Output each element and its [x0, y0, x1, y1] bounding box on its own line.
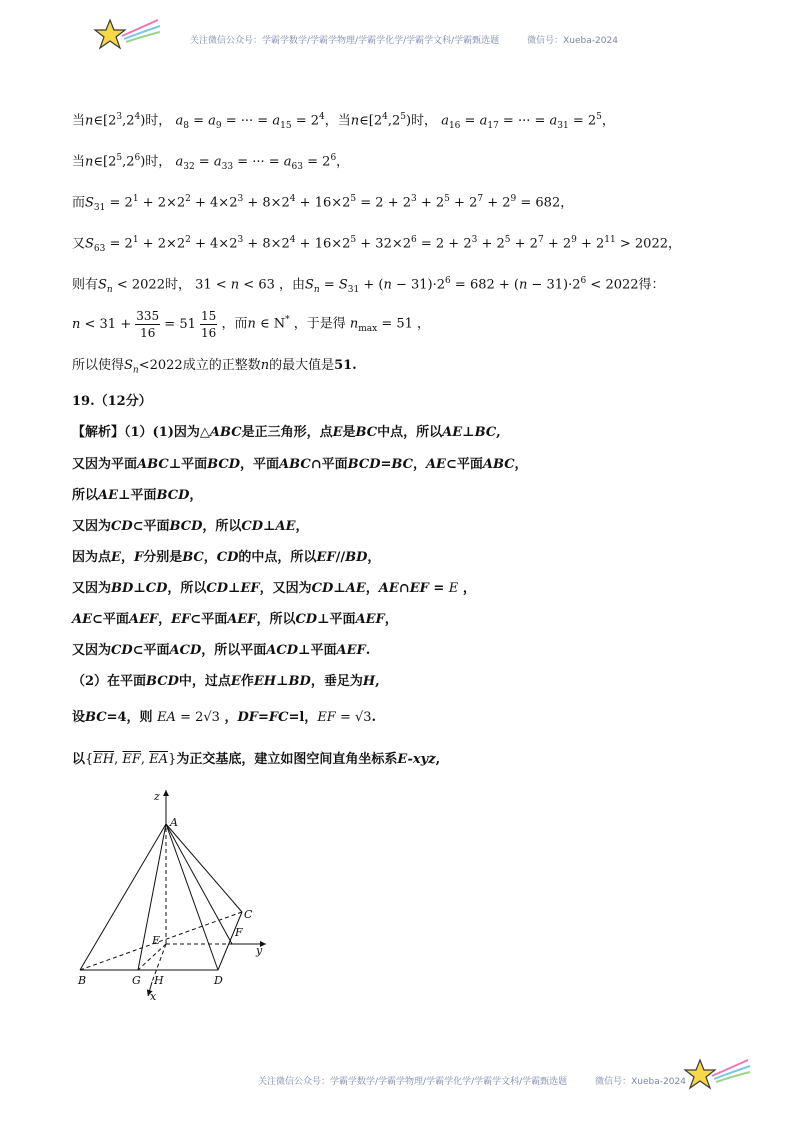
label-E: E	[152, 934, 161, 947]
edge-AC	[166, 824, 242, 912]
text-line-12: 又因为CD⊂平面BCD，所以CD⊥AE，	[72, 519, 309, 534]
text-line-14: 又因为BD⊥CD，所以CD⊥EF，又因为CD⊥AE，AE∩EF = E ，	[72, 581, 476, 596]
footer-wechat: 微信号：Xueba-2024	[595, 1077, 686, 1087]
label-F: F	[235, 926, 243, 939]
label-C: C	[244, 908, 253, 921]
text-line-2: 当$n\in[2^5,2^6)$时， $a_{32} = a_{33}$ = ··· = $a_{63} = 2^6$，	[72, 153, 350, 172]
text-line-6: n < 31 + $\frac{335}{16}$ = 51 $\frac{15}{16}$ ，而n ∈ N* ，于是得 $n_{max} = 51$ ，	[72, 309, 431, 340]
edge-AB	[80, 824, 166, 970]
text-line-10: 又因为平面ABC⊥平面BCD，平面ABC∩平面BCD=BC，AE⊂平面ABC，	[72, 457, 528, 472]
label-A: A	[170, 816, 178, 829]
header-wechat: 微信号：Xueba-2024	[527, 36, 618, 46]
header-channels: 关注微信公众号：学霸学数学/学霸学物理/学霸学化学/学霸学文科/学霸甄选题	[190, 36, 500, 46]
text-line-15: AE⊂平面AEF，EF⊂平面AEF，所以CD⊥平面AEF，	[72, 612, 398, 627]
label-D: D	[214, 974, 223, 987]
page-footer	[258, 1074, 686, 1087]
text-line-19: 以{$\overline{EH}$, $\overline{EF}$, $\overline{EA}$}为正交基底，建立如图空间直角坐标系E-xyz,	[72, 752, 441, 767]
text-line-4: 又$S_{63} = 2^1 + 2\times 2^2 + 4\times 2^3 + 8\times 2^4 + 16\times 2^5 + 32\times 2^6 = 2 + 2^3 + 2^5 + 2^7 + 2^9 + 2^{11} > 2022$，	[72, 235, 681, 254]
text-line-13: 因为点E，F分别是BC，CD的中点，所以EF//BD，	[72, 550, 381, 565]
text-line-5: 则有$S_n < 2022$时， 31 < n < 63 ，由$S_n = S_{31} + (n - 31)\cdot 2^6 = 682 + (n - 31)\cdot 2^6 < 2022$得：	[72, 276, 665, 295]
text-line-1: 当$n\in[2^3,2^4)$时， $a_8 = a_9$ = ··· = $a_{15} = 2^4$，当$n\in[2^4,2^5)$时， $a_{16} = a_{17}$ = ··· = $a_{31} = 2^5$，	[72, 112, 615, 131]
text-line-3: 而$S_{31} = 2^1 + 2\times 2^2 + 4\times 2^3 + 8\times 2^4 + 16\times 2^5 = 2 + 2^3 + 2^5 + 2^7 + 2^9 = 682$，	[72, 194, 574, 213]
label-y: y	[256, 944, 263, 957]
label-B: B	[78, 974, 87, 987]
page-header	[190, 33, 618, 46]
edge-AD	[166, 824, 218, 970]
star-logo-icon	[92, 14, 164, 56]
pyramid-figure	[70, 784, 290, 1010]
label-H: H	[154, 974, 164, 987]
star-logo-icon	[682, 1054, 754, 1096]
text-line-8: 19.（12分）	[72, 394, 152, 409]
text-line-11: 所以AE⊥平面BCD，	[72, 488, 203, 503]
edge-BC	[80, 912, 242, 970]
label-z: z	[154, 790, 160, 803]
text-line-16: 又因为CD⊂平面ACD，所以平面ACD⊥平面AEF.	[72, 643, 371, 658]
text-line-17: （2）在平面BCD中，过点E作EH⊥BD，垂足为H,	[72, 674, 380, 689]
text-line-9: 【解析】（1）(1)因为△ABC是正三角形，点E是BC中点，所以AE⊥BC,	[72, 425, 501, 440]
text-line-18: 设BC=4，则 EA = 2√3 ，DF=FC=l，EF = √3.	[72, 710, 377, 725]
label-G: G	[132, 974, 141, 987]
label-x: x	[150, 990, 157, 1003]
edge-AF	[166, 824, 232, 944]
edge-AG	[138, 824, 166, 970]
footer-channels: 关注微信公众号：学霸学数学/学霸学物理/学霸学化学/学霸学文科/学霸甄选题	[258, 1077, 568, 1087]
text-line-7: 所以使得$S_n<2022$成立的正整数n的最大值是51.	[72, 358, 357, 376]
